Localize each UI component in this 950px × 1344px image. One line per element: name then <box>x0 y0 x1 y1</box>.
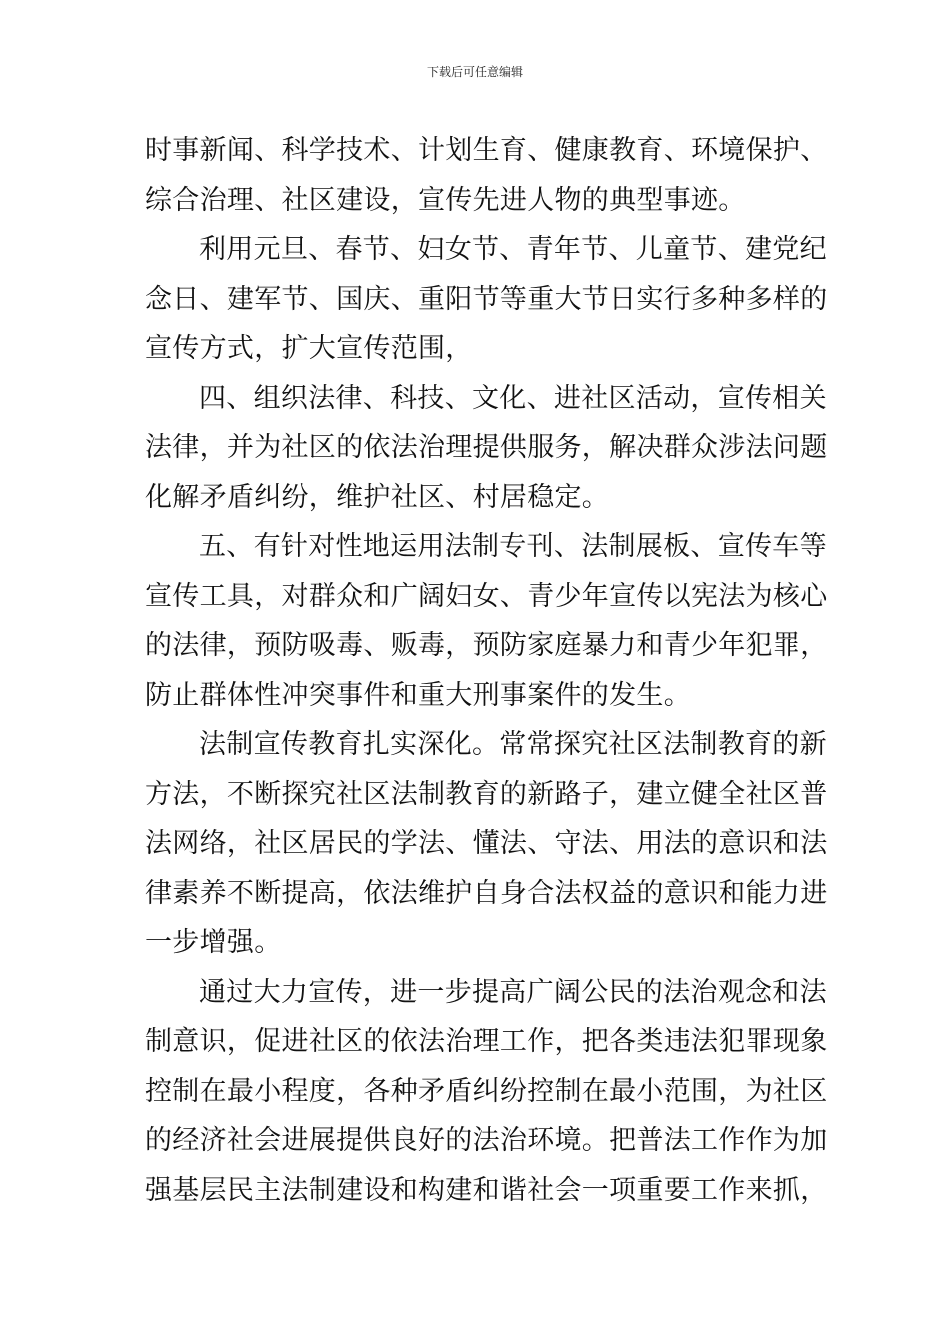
text-line: 方法，不断探究社区法制教育的新路子，建立健全社区普 <box>145 778 828 810</box>
text-line: 四、组织法律、科技、文化、进社区活动，宣传相关 <box>199 382 827 414</box>
paragraph <box>145 374 828 523</box>
text-line: 五、有针对性地运用法制专刊、法制展板、宣传车等 <box>199 531 827 562</box>
text-line: 法网络，社区居民的学法、懂法、守法、用法的意识和法 <box>145 828 828 859</box>
paragraph <box>145 720 828 968</box>
text-line: 化解矛盾纠纷，维护社区、村居稳定。 <box>145 481 610 513</box>
text-line: 法制宣传教育扎实深化。常常探究社区法制教育的新 <box>199 729 827 760</box>
text-line: 宣传方式，扩大宣传范围， <box>145 333 473 364</box>
paragraph <box>145 968 828 1216</box>
paragraph <box>145 126 828 225</box>
text-line: 念日、建军节、国庆、重阳节等重大节日实行多种多样的 <box>145 283 828 315</box>
text-line: 制意识，促进社区的依法治理工作，把各类违法犯罪现象 <box>145 1026 828 1057</box>
text-line: 防止群体性冲突事件和重大刑事案件的发生。 <box>145 679 691 711</box>
header-text: 下载后可任意编辑 <box>426 65 523 79</box>
text-line: 利用元旦、春节、妇女节、青年节、儿童节、建党纪 <box>199 234 827 265</box>
text-line: 律素养不断提高，依法维护自身合法权益的意识和能力进 <box>145 877 828 909</box>
page-header <box>0 64 950 80</box>
text-line: 宣传工具，对群众和广阔妇女、青少年宣传以宪法为核心 <box>145 580 828 612</box>
text-line: 强基层民主法制建设和构建和谐社会一项重要工作来抓， <box>145 1174 828 1206</box>
text-line: 法律，并为社区的依法治理提供服务，解决群众涉法问题 <box>145 432 828 463</box>
document-body <box>145 126 828 1215</box>
text-line: 的法律，预防吸毒、贩毒，预防家庭暴力和青少年犯罪， <box>145 630 828 661</box>
paragraph <box>145 225 828 374</box>
text-line: 通过大力宣传，进一步提高广阔公民的法治观念和法 <box>199 976 827 1008</box>
paragraph <box>145 522 828 720</box>
text-line: 一步增强。 <box>145 927 282 958</box>
text-line: 的经济社会进展提供良好的法治环境。把普法工作作为加 <box>145 1125 828 1156</box>
text-line: 控制在最小程度，各种矛盾纠纷控制在最小范围，为社区 <box>145 1075 828 1107</box>
text-line: 时事新闻、科学技术、计划生育、健康教育、环境保护、 <box>145 135 828 166</box>
text-line: 综合治理、社区建设，宣传先进人物的典型事迹。 <box>145 184 746 216</box>
